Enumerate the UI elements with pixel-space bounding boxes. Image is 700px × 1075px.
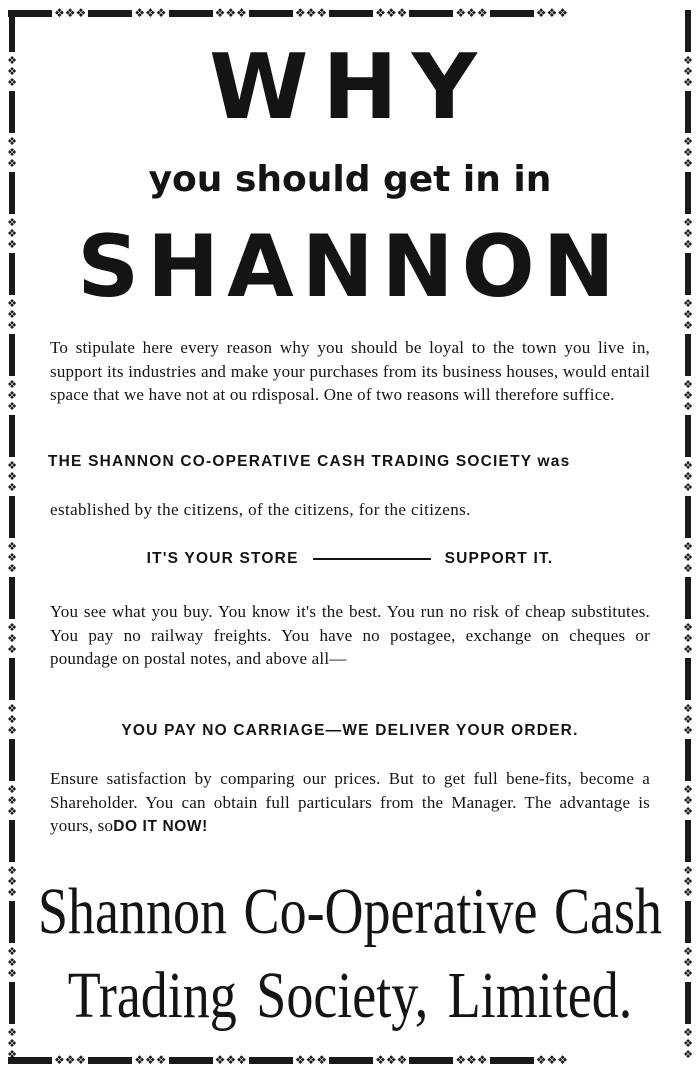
border-bar	[685, 982, 691, 1024]
footer-word-society: Society,	[256, 958, 429, 1032]
footer-word-shannon: Shannon	[38, 874, 227, 948]
society-line: THE SHANNON CO-OPERATIVE CASH TRADING SOCIETY was	[48, 453, 571, 470]
border-bar	[9, 901, 15, 943]
diamond-cluster-icon: ❖ ❖ ❖	[7, 459, 17, 494]
footer-word-cooperative: Co-Operative	[243, 874, 538, 948]
diamond-cluster-icon: ❖❖❖	[455, 6, 488, 20]
headline-town: SHANNON	[77, 217, 623, 317]
border-bar	[9, 739, 15, 781]
border-bar	[249, 1057, 293, 1064]
intro-paragraph: To stipulate here every reason why you should be loyal to the town you live in, support its industries and make your purchases from its business houses, would entail space that we have not at ou rdisposal. One of two reasons will therefore suffice.	[50, 338, 650, 404]
closing-paragraph	[50, 767, 650, 839]
border-bar	[409, 1057, 453, 1064]
border-bar	[685, 658, 691, 700]
diamond-cluster-icon: ❖❖❖	[134, 6, 167, 20]
slogan-left: IT'S YOUR STORE	[146, 550, 299, 567]
border-bar	[409, 10, 453, 17]
border-bar	[329, 10, 373, 17]
footer-word-limited: Limited.	[447, 958, 633, 1032]
diamond-cluster-icon: ❖ ❖ ❖	[683, 864, 693, 899]
border-bottom	[8, 1049, 692, 1071]
border-bar	[9, 415, 15, 457]
diamond-cluster-icon: ❖ ❖ ❖	[7, 783, 17, 818]
footer-word-trading: Trading	[67, 958, 237, 1032]
headline-why: WHY	[209, 35, 491, 140]
diamond-cluster-icon: ❖ ❖ ❖	[683, 783, 693, 818]
diamond-cluster-icon: ❖ ❖ ❖	[7, 540, 17, 575]
border-bar	[685, 820, 691, 862]
footer-line-1	[38, 874, 662, 948]
slogan	[0, 550, 700, 568]
border-bar	[9, 820, 15, 862]
diamond-cluster-icon: ❖❖❖	[134, 1053, 167, 1067]
diamond-cluster-icon: ❖ ❖ ❖	[7, 378, 17, 413]
border-bar	[329, 1057, 373, 1064]
diamond-cluster-icon: ❖❖❖	[294, 1053, 328, 1067]
border-bar	[9, 334, 15, 376]
border-bar	[9, 577, 15, 619]
diamond-cluster-icon: ❖ ❖ ❖	[683, 135, 693, 170]
diamond-cluster-icon: ❖ ❖ ❖	[683, 378, 693, 413]
diamond-cluster-icon: ❖ ❖ ❖	[683, 1026, 693, 1061]
diamond-cluster-icon: ❖ ❖ ❖	[7, 54, 17, 89]
border-bar	[169, 10, 213, 17]
border-bar	[490, 1057, 534, 1064]
diamond-cluster-icon: ❖❖❖	[375, 6, 408, 20]
border-bar	[685, 739, 691, 781]
diamond-cluster-icon: ❖ ❖ ❖	[683, 459, 693, 494]
border-bar	[249, 10, 293, 17]
border-bar	[685, 901, 691, 943]
border-bar	[685, 496, 691, 538]
diamond-cluster-icon: ❖ ❖ ❖	[683, 54, 693, 89]
diamond-cluster-icon: ❖❖❖	[54, 6, 87, 20]
diamond-cluster-icon: ❖❖❖	[214, 1053, 247, 1067]
diamond-cluster-icon: ❖ ❖ ❖	[7, 702, 17, 737]
headline-subtitle: you should get in in	[148, 159, 552, 200]
diamond-cluster-icon: ❖❖❖	[54, 1053, 87, 1067]
benefits-paragraph: You see what you buy. You know it's the best. You run no risk of cheap substitutes. You pay no railway freights. You have no postagee, exchange on cheques or poundage on postal notes, and above all—	[50, 602, 650, 668]
carriage-line: YOU PAY NO CARRIAGE—WE DELIVER YOUR ORDER.	[121, 722, 579, 739]
border-bar	[685, 334, 691, 376]
diamond-cluster-icon: ❖❖❖	[375, 1053, 408, 1067]
diamond-cluster-icon: ❖ ❖ ❖	[7, 1026, 17, 1061]
diamond-cluster-icon: ❖❖❖	[455, 1053, 488, 1067]
border-bar	[9, 496, 15, 538]
slogan-right: SUPPORT IT.	[444, 550, 554, 567]
border-top	[8, 2, 692, 24]
border-bar	[490, 10, 534, 17]
closing-cta: DO IT NOW!	[113, 818, 208, 835]
diamond-cluster-icon: ❖ ❖ ❖	[683, 621, 693, 656]
diamond-cluster-icon: ❖ ❖ ❖	[683, 945, 693, 980]
footer-line-2	[38, 958, 662, 1032]
established-line: established by the citizens, of the citizens, for the citizens.	[50, 500, 471, 519]
diamond-cluster-icon: ❖ ❖ ❖	[7, 297, 17, 332]
border-bar	[88, 1057, 132, 1064]
diamond-cluster-icon: ❖ ❖ ❖	[683, 540, 693, 575]
diamond-cluster-icon: ❖❖❖	[535, 6, 568, 20]
diamond-cluster-icon: ❖ ❖ ❖	[7, 621, 17, 656]
diamond-cluster-icon: ❖ ❖ ❖	[683, 216, 693, 251]
slogan-rule	[313, 558, 431, 560]
diamond-cluster-icon: ❖ ❖ ❖	[7, 135, 17, 170]
border-bar	[9, 658, 15, 700]
diamond-cluster-icon: ❖ ❖ ❖	[683, 702, 693, 737]
border-bar	[9, 982, 15, 1024]
footer-word-cash: Cash	[553, 874, 662, 948]
border-bar	[685, 415, 691, 457]
border-bar	[88, 10, 132, 17]
diamond-cluster-icon: ❖❖❖	[294, 6, 328, 20]
diamond-cluster-icon: ❖❖❖	[535, 1053, 568, 1067]
diamond-cluster-icon: ❖ ❖ ❖	[7, 216, 17, 251]
closing-text: Ensure satisfaction by comparing our prices. But to get full bene-fits, become a Shareholder. You can obtain full particulars from the Manager. The advantage is yours, so	[50, 769, 650, 835]
diamond-cluster-icon: ❖ ❖ ❖	[7, 945, 17, 980]
diamond-cluster-icon: ❖ ❖ ❖	[7, 864, 17, 899]
diamond-cluster-icon: ❖ ❖ ❖	[683, 297, 693, 332]
border-bar	[685, 577, 691, 619]
border-bar	[169, 1057, 213, 1064]
diamond-cluster-icon: ❖❖❖	[214, 6, 247, 20]
